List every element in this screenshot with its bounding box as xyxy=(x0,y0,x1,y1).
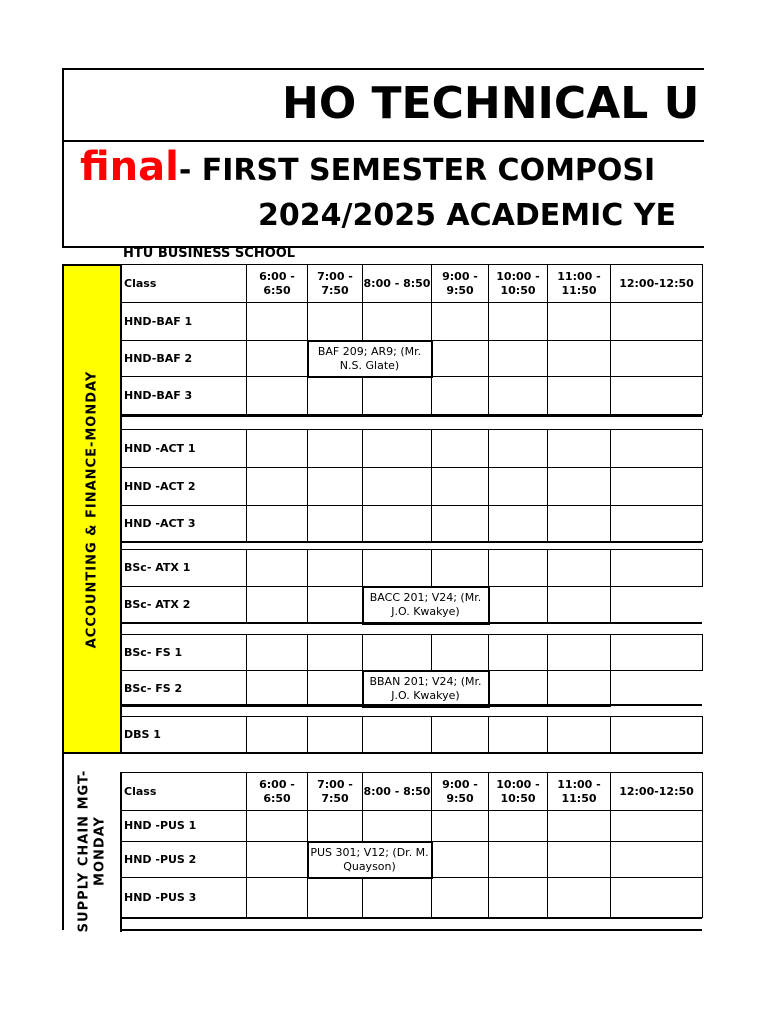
table-row xyxy=(122,430,703,468)
table-row xyxy=(122,671,703,707)
subtitle-text: - FIRST SEMESTER COMPOSI xyxy=(178,153,656,188)
class-name: HND -PUS 2 xyxy=(122,842,247,878)
header-time: 11:00 - 11:50 xyxy=(548,773,611,811)
table-header-row xyxy=(122,265,703,303)
course-slot: BBAN 201; V24; (Mr. J.O. Kwakye) xyxy=(363,671,489,707)
class-name: BSc- FS 2 xyxy=(122,671,247,707)
header-time: 8:00 - 8:50 xyxy=(363,773,432,811)
department-label-supply-chain: SUPPLY CHAIN MGT- MONDAY xyxy=(64,772,120,930)
class-name: BSc- FS 1 xyxy=(122,635,247,671)
header-class: Class xyxy=(122,773,247,811)
table-row xyxy=(122,811,703,842)
section-divider xyxy=(121,622,702,624)
header-time: 6:00 - 6:50 xyxy=(247,773,308,811)
timetable-accounting-fs xyxy=(121,634,703,708)
header-time: 9:00 - 9:50 xyxy=(432,265,489,303)
class-name: HND -ACT 3 xyxy=(122,506,247,542)
school-name: HTU BUSINESS SCHOOL xyxy=(123,246,296,261)
course-slot: PUS 301; V12; (Dr. M. Quayson) xyxy=(308,842,432,878)
course-slot: BAF 209; AR9; (Mr. N.S. Glate) xyxy=(308,341,432,377)
timetable-accounting-act xyxy=(121,429,703,542)
header-time: 7:00 - 7:50 xyxy=(308,773,363,811)
timetable-accounting-dbs xyxy=(121,716,703,754)
table-row xyxy=(122,377,703,415)
class-name: BSc- ATX 1 xyxy=(122,550,247,587)
class-name: BSc- ATX 2 xyxy=(122,587,247,624)
section-divider xyxy=(121,917,702,919)
header-time: 9:00 - 9:50 xyxy=(432,773,489,811)
subtitle-line xyxy=(80,144,655,190)
class-name: HND-BAF 2 xyxy=(122,341,247,377)
final-label: final xyxy=(80,144,179,190)
academic-year: 2024/2025 ACADEMIC YE xyxy=(258,198,676,233)
timetable-supply-chain xyxy=(121,772,703,918)
table-row xyxy=(122,717,703,754)
header-time: 12:00-12:50 xyxy=(611,773,703,811)
class-name: DBS 1 xyxy=(122,717,247,754)
section-divider xyxy=(121,704,702,706)
department-label-accounting: ACCOUNTING & FINANCE-MONDAY xyxy=(62,264,122,754)
table-row xyxy=(122,303,703,341)
header-time: 8:00 - 8:50 xyxy=(363,265,432,303)
header-time: 6:00 - 6:50 xyxy=(247,265,308,303)
table-row xyxy=(122,341,703,377)
class-name: HND -PUS 3 xyxy=(122,878,247,918)
class-name: HND-BAF 1 xyxy=(122,303,247,341)
class-name: HND-BAF 3 xyxy=(122,377,247,415)
table-row xyxy=(122,587,703,624)
header-class: Class xyxy=(122,265,247,303)
header-time: 7:00 - 7:50 xyxy=(308,265,363,303)
section-divider xyxy=(121,541,702,543)
class-name: HND -ACT 1 xyxy=(122,430,247,468)
header-time: 10:00 - 10:50 xyxy=(489,265,548,303)
timetable-accounting-atx xyxy=(121,549,703,625)
table-row xyxy=(122,550,703,587)
section-divider xyxy=(121,752,702,754)
title-box xyxy=(62,68,704,142)
table-row xyxy=(122,468,703,506)
table-header-row xyxy=(122,773,703,811)
table-row xyxy=(122,506,703,542)
section-divider xyxy=(121,415,702,417)
class-name: HND -PUS 1 xyxy=(122,811,247,842)
timetable-accounting-baf xyxy=(121,264,703,415)
header-time: 11:00 - 11:50 xyxy=(548,265,611,303)
course-slot: BACC 201; V24; (Mr. J.O. Kwakye) xyxy=(363,587,489,624)
table-row xyxy=(122,878,703,918)
header-time: 10:00 - 10:50 xyxy=(489,773,548,811)
header-time: 12:00-12:50 xyxy=(611,265,703,303)
class-name: HND -ACT 2 xyxy=(122,468,247,506)
table-row xyxy=(122,842,703,878)
section-divider xyxy=(121,929,702,931)
table-row xyxy=(122,635,703,671)
institution-title: HO TECHNICAL U xyxy=(282,78,700,129)
subtitle-box xyxy=(62,136,704,248)
